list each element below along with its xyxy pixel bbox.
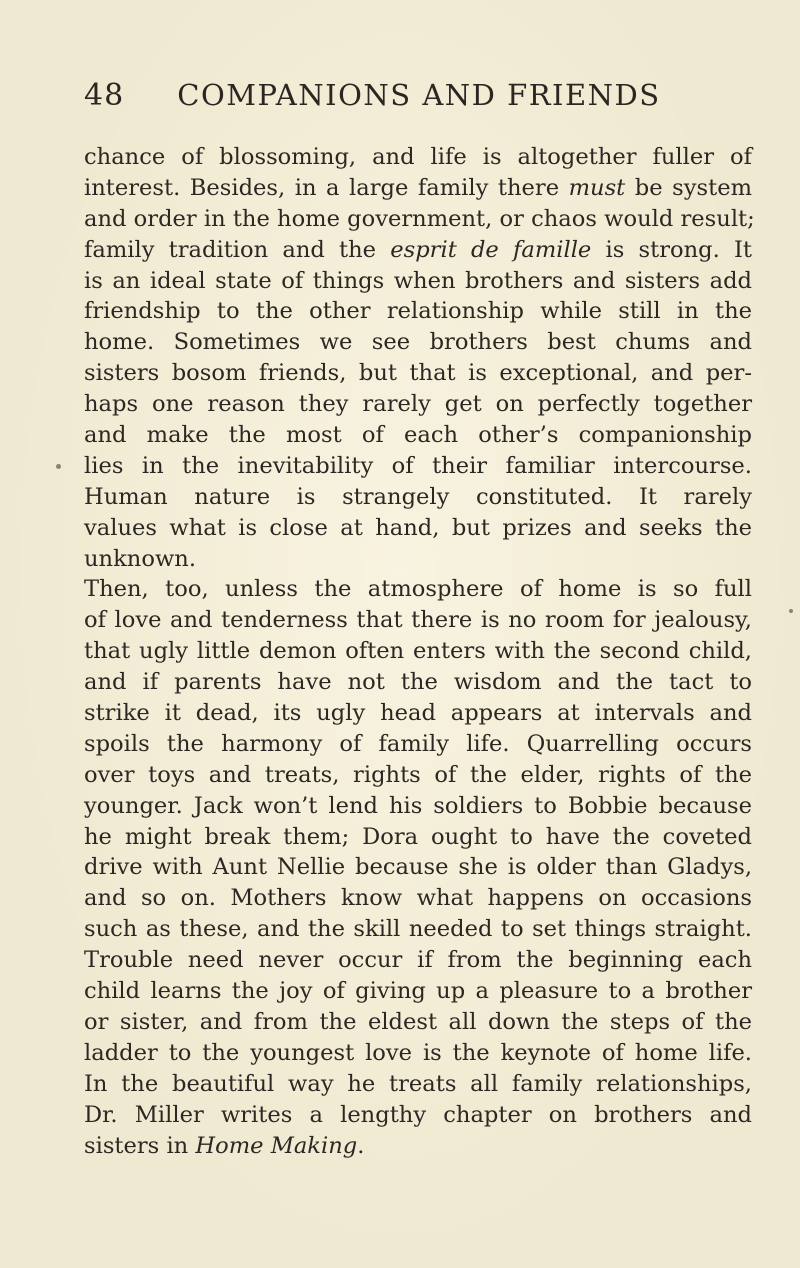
text-line	[84, 142, 752, 173]
text-line	[84, 173, 752, 204]
text-segment: family tradition and the	[84, 236, 391, 263]
italic-text: Home Making	[195, 1132, 358, 1159]
text-segment: values what is close at hand, but prizes and seeks the	[84, 514, 752, 541]
text-line	[84, 945, 752, 976]
text-line	[84, 482, 752, 513]
text-line	[84, 914, 752, 945]
text-segment: strike it dead, its ugly head appears at intervals and	[84, 700, 752, 727]
text-line	[84, 636, 752, 667]
text-line	[84, 574, 752, 605]
text-segment: and order in the home government, or chaos would result;	[84, 205, 755, 232]
text-segment: and so on. Mothers know what happens on occasions	[84, 885, 752, 912]
text-segment: and if parents have not the wisdom and the tact to	[84, 669, 752, 696]
text-line	[84, 389, 752, 420]
text-segment: Then, too, unless the atmosphere of home is so full	[84, 576, 752, 603]
text-line	[84, 235, 752, 266]
text-segment: chance of blossoming, and life is altogether fuller of	[84, 144, 752, 170]
text-segment: sisters in	[84, 1132, 196, 1159]
text-line	[84, 420, 752, 451]
text-segment: of love and tenderness that there is no room for jealousy,	[84, 607, 752, 634]
text-line	[84, 327, 752, 358]
text-segment: unknown.	[84, 545, 197, 572]
paper-speck	[789, 609, 793, 613]
text-line	[84, 358, 752, 389]
text-segment: is strong. It	[591, 236, 752, 263]
text-segment: Dr. Miller writes a lengthy chapter on brothers and	[84, 1101, 752, 1128]
text-line	[84, 729, 752, 760]
running-head	[84, 78, 744, 118]
text-line	[84, 852, 752, 883]
text-line	[84, 204, 755, 235]
text-line	[84, 266, 752, 297]
text-segment: Human nature is strangely constituted. It rarely	[84, 483, 752, 510]
text-line	[84, 976, 752, 1007]
text-line	[84, 296, 752, 327]
text-segment: that ugly little demon often enters with the second child,	[84, 638, 752, 665]
text-segment: .	[357, 1132, 365, 1159]
text-segment: home. Sometimes we see brothers best chums and	[84, 329, 752, 356]
text-line	[84, 513, 752, 544]
text-segment: Trouble need never occur if from the beginning each	[84, 947, 752, 974]
text-line	[84, 760, 752, 791]
text-line	[84, 1100, 752, 1131]
text-segment: In the beautiful way he treats all family relationships,	[84, 1070, 752, 1097]
text-segment: haps one reason they rarely get on perfectly together	[84, 391, 752, 418]
text-segment: spoils the harmony of family life. Quarrelling occurs	[84, 730, 752, 757]
running-head-title: COMPANIONS AND FRIENDS	[177, 78, 661, 112]
paper-speck	[56, 464, 61, 469]
text-line	[84, 822, 752, 853]
text-line	[84, 667, 752, 698]
text-segment: such as these, and the skill needed to set things straight.	[84, 916, 752, 943]
text-line	[84, 605, 752, 636]
italic-text: esprit de famille	[390, 236, 592, 263]
text-segment: be system	[625, 174, 752, 201]
text-segment: ladder to the youngest love is the keynote of home life.	[84, 1039, 752, 1066]
text-segment: lies in the inevitability of their familiar intercourse.	[84, 452, 752, 479]
text-segment: he might break them; Dora ought to have the coveted	[84, 823, 752, 850]
text-segment: or sister, and from the eldest all down the steps of the	[84, 1008, 752, 1035]
text-line	[84, 1131, 752, 1162]
text-line	[84, 1069, 752, 1100]
text-segment: and make the most of each other’s companionship	[84, 422, 752, 449]
text-line	[84, 544, 752, 575]
text-segment: sisters bosom friends, but that is exceptional, and per-	[84, 360, 752, 387]
text-line	[84, 883, 752, 914]
text-line	[84, 698, 752, 729]
body-text	[84, 142, 755, 1161]
text-line	[84, 451, 752, 482]
text-segment: over toys and treats, rights of the elder, rights of the	[84, 761, 752, 788]
text-line	[84, 791, 752, 822]
text-segment: child learns the joy of giving up a pleasure to a brother	[84, 978, 752, 1005]
text-line	[84, 1007, 752, 1038]
text-segment: friendship to the other relationship while still in the	[84, 298, 752, 325]
text-segment: drive with Aunt Nellie because she is older than Gladys,	[84, 854, 752, 881]
text-segment: younger. Jack won’t lend his soldiers to Bobbie because	[84, 792, 752, 819]
text-segment: interest. Besides, in a large family there	[84, 174, 569, 201]
text-segment: is an ideal state of things when brothers and sisters add	[84, 267, 752, 294]
text-line	[84, 1038, 752, 1069]
italic-text: must	[568, 174, 626, 201]
page-number: 48	[84, 78, 125, 113]
